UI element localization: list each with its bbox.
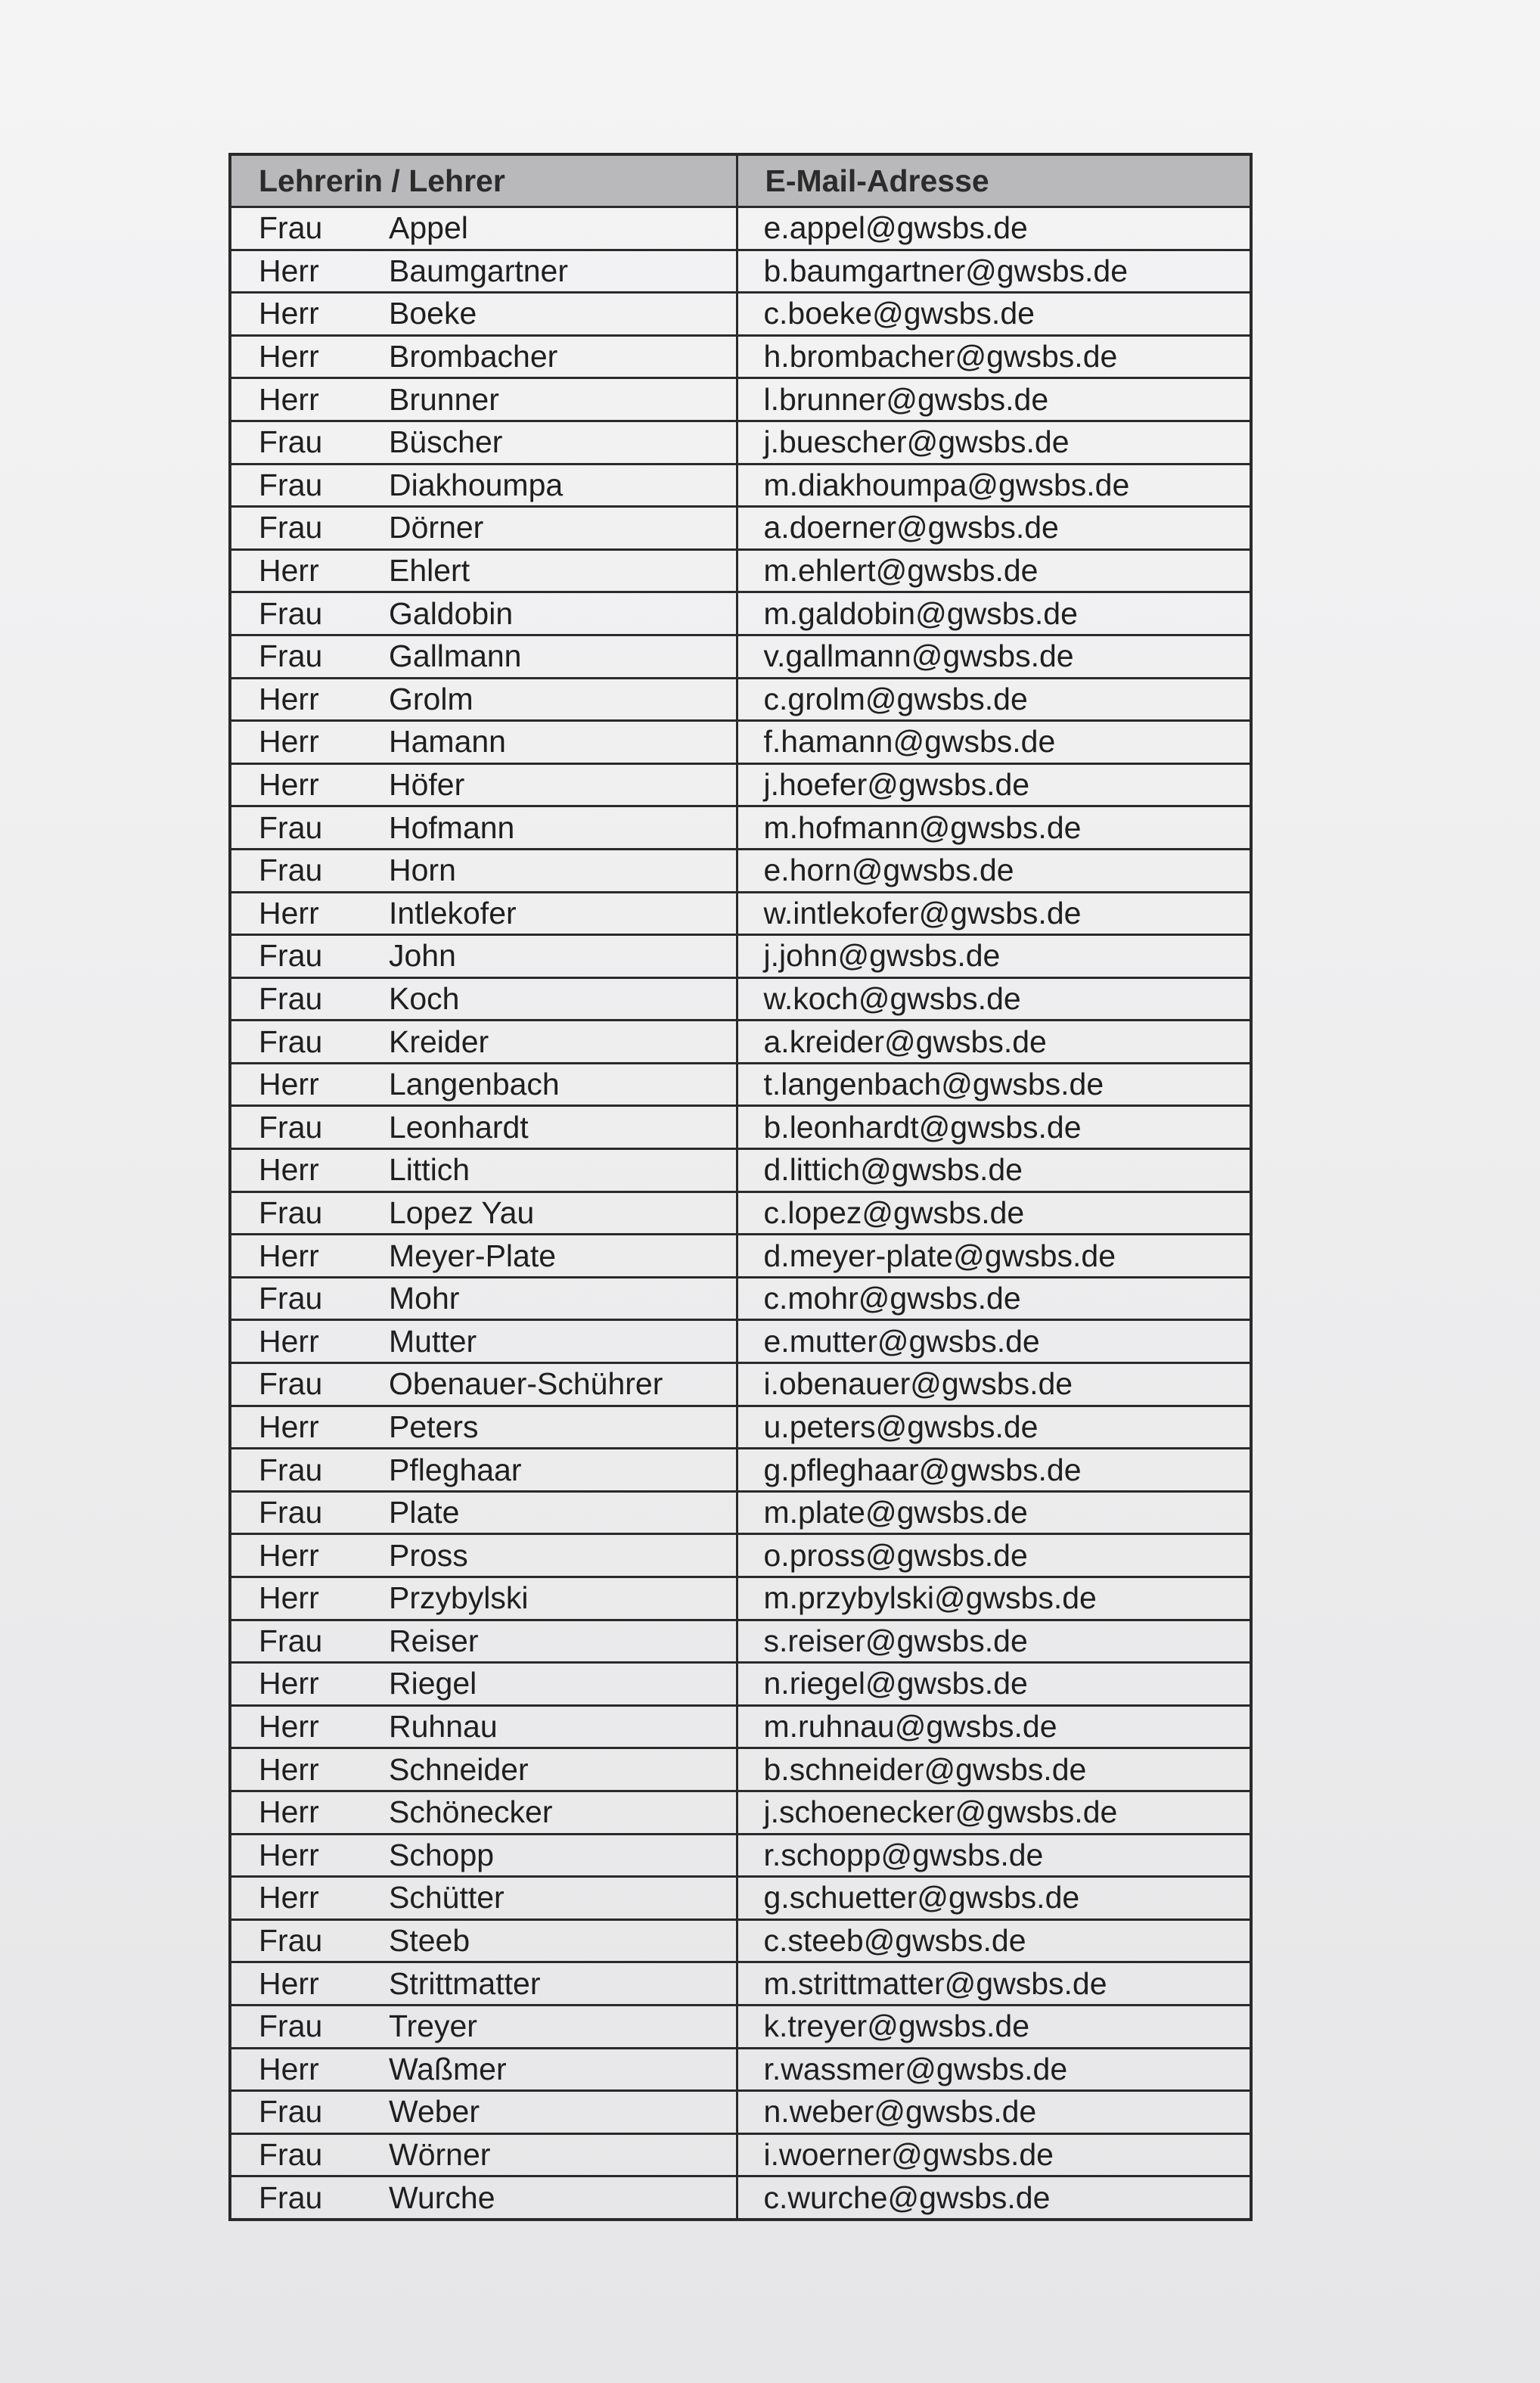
email-address: w.koch@gwsbs.de bbox=[737, 977, 1251, 1021]
email-address: m.ehlert@gwsbs.de bbox=[737, 549, 1251, 592]
salutation: Herr bbox=[259, 1965, 319, 2001]
surname: Grolm bbox=[389, 681, 473, 716]
surname: Boeke bbox=[389, 296, 477, 331]
table-row bbox=[230, 1877, 1251, 1920]
surname: Przybylski bbox=[389, 1580, 529, 1616]
surname: Treyer bbox=[389, 2009, 477, 2044]
salutation: Frau bbox=[259, 1281, 323, 1316]
email-address: j.hoefer@gwsbs.de bbox=[737, 763, 1251, 806]
table-row bbox=[230, 1192, 1251, 1235]
email-address: r.schopp@gwsbs.de bbox=[737, 1834, 1251, 1877]
teacher-cell bbox=[230, 1663, 737, 1706]
email-address: m.strittmatter@gwsbs.de bbox=[737, 1962, 1251, 2006]
salutation: Herr bbox=[259, 1152, 319, 1188]
teacher-cell bbox=[230, 1620, 737, 1663]
teacher-cell bbox=[230, 2048, 737, 2091]
surname: Kreider bbox=[389, 1024, 489, 1059]
surname: Mutter bbox=[389, 1323, 477, 1359]
surname: Galdobin bbox=[389, 595, 514, 631]
teacher-cell bbox=[230, 335, 737, 378]
salutation: Herr bbox=[259, 1537, 319, 1573]
teacher-cell bbox=[230, 293, 737, 336]
surname: Intlekofer bbox=[389, 895, 517, 931]
teacher-cell bbox=[230, 592, 737, 635]
teacher-email-table bbox=[228, 153, 1253, 2221]
salutation: Frau bbox=[259, 595, 323, 631]
table-row bbox=[230, 1705, 1251, 1748]
teacher-cell bbox=[230, 1235, 737, 1278]
surname: Höfer bbox=[389, 767, 465, 803]
table-body bbox=[230, 207, 1251, 2220]
salutation: Herr bbox=[259, 381, 319, 417]
surname: Lopez Yau bbox=[389, 1195, 535, 1230]
email-address: c.steeb@gwsbs.de bbox=[737, 1919, 1251, 1962]
email-address: w.intlekofer@gwsbs.de bbox=[737, 892, 1251, 935]
teacher-cell bbox=[230, 421, 737, 464]
email-address: j.schoenecker@gwsbs.de bbox=[737, 1791, 1251, 1834]
email-address: a.kreider@gwsbs.de bbox=[737, 1021, 1251, 1064]
email-address: j.john@gwsbs.de bbox=[737, 935, 1251, 978]
salutation: Frau bbox=[259, 1109, 323, 1145]
table-row bbox=[230, 1320, 1251, 1363]
teacher-cell bbox=[230, 1791, 737, 1834]
teacher-cell bbox=[230, 1363, 737, 1406]
table-row bbox=[230, 721, 1251, 764]
salutation: Frau bbox=[259, 1495, 323, 1530]
header-email: E-Mail-Adresse bbox=[737, 154, 1251, 207]
email-address: m.ruhnau@gwsbs.de bbox=[737, 1705, 1251, 1748]
salutation: Frau bbox=[259, 1623, 323, 1658]
table-row bbox=[230, 1791, 1251, 1834]
salutation: Herr bbox=[259, 2051, 319, 2086]
teacher-cell bbox=[230, 2091, 737, 2134]
surname: Wörner bbox=[389, 2137, 491, 2173]
email-address: c.boeke@gwsbs.de bbox=[737, 293, 1251, 336]
surname: Pfleghaar bbox=[389, 1452, 522, 1487]
salutation: Frau bbox=[259, 467, 323, 502]
surname: Obenauer-Schührer bbox=[389, 1366, 663, 1402]
teacher-cell bbox=[230, 2005, 737, 2048]
email-address: b.schneider@gwsbs.de bbox=[737, 1748, 1251, 1791]
table-row bbox=[230, 977, 1251, 1021]
surname: Hamann bbox=[389, 724, 506, 760]
surname: John bbox=[389, 938, 456, 974]
salutation: Herr bbox=[259, 1323, 319, 1359]
table-row bbox=[230, 1620, 1251, 1663]
email-address: j.buescher@gwsbs.de bbox=[737, 421, 1251, 464]
salutation: Frau bbox=[259, 1366, 323, 1402]
surname: Langenbach bbox=[389, 1067, 560, 1102]
teacher-cell bbox=[230, 721, 737, 764]
teacher-cell bbox=[230, 849, 737, 892]
salutation: Frau bbox=[259, 638, 323, 674]
surname: Littich bbox=[389, 1152, 470, 1188]
salutation: Frau bbox=[259, 980, 323, 1016]
salutation: Herr bbox=[259, 1880, 319, 1915]
table-row bbox=[230, 1748, 1251, 1791]
salutation: Herr bbox=[259, 724, 319, 760]
teacher-cell bbox=[230, 207, 737, 250]
salutation: Frau bbox=[259, 809, 323, 845]
email-address: m.hofmann@gwsbs.de bbox=[737, 806, 1251, 850]
salutation: Frau bbox=[259, 424, 323, 460]
table-row bbox=[230, 1106, 1251, 1149]
teacher-cell bbox=[230, 378, 737, 421]
salutation: Frau bbox=[259, 853, 323, 888]
teacher-cell bbox=[230, 678, 737, 721]
email-address: m.galdobin@gwsbs.de bbox=[737, 592, 1251, 635]
email-address: r.wassmer@gwsbs.de bbox=[737, 2048, 1251, 2091]
surname: Diakhoumpa bbox=[389, 467, 564, 502]
table-row bbox=[230, 935, 1251, 978]
table-row bbox=[230, 592, 1251, 635]
table-row bbox=[230, 892, 1251, 935]
table-row bbox=[230, 1534, 1251, 1577]
table-row bbox=[230, 1149, 1251, 1192]
email-address: g.pfleghaar@gwsbs.de bbox=[737, 1449, 1251, 1492]
email-address: e.horn@gwsbs.de bbox=[737, 849, 1251, 892]
email-address: t.langenbach@gwsbs.de bbox=[737, 1063, 1251, 1106]
table-row bbox=[230, 2176, 1251, 2220]
surname: Schönecker bbox=[389, 1794, 553, 1830]
teacher-cell bbox=[230, 1705, 737, 1748]
teacher-cell bbox=[230, 1449, 737, 1492]
table-row bbox=[230, 2091, 1251, 2134]
salutation: Herr bbox=[259, 1666, 319, 1701]
salutation: Herr bbox=[259, 1238, 319, 1273]
teacher-cell bbox=[230, 635, 737, 678]
email-address: k.treyer@gwsbs.de bbox=[737, 2005, 1251, 2048]
header-teacher: Lehrerin / Lehrer bbox=[230, 154, 737, 207]
surname: Brunner bbox=[389, 381, 499, 417]
table-row bbox=[230, 1021, 1251, 1064]
surname: Schneider bbox=[389, 1751, 529, 1787]
surname: Waßmer bbox=[389, 2051, 507, 2086]
teacher-cell bbox=[230, 1748, 737, 1791]
surname: Mohr bbox=[389, 1281, 460, 1316]
surname: Koch bbox=[389, 980, 460, 1016]
teacher-cell bbox=[230, 806, 737, 850]
salutation: Herr bbox=[259, 1709, 319, 1745]
salutation: Frau bbox=[259, 2009, 323, 2044]
table-row bbox=[230, 1449, 1251, 1492]
teacher-cell bbox=[230, 1834, 737, 1877]
table-row bbox=[230, 1663, 1251, 1706]
salutation: Herr bbox=[259, 253, 319, 288]
salutation: Frau bbox=[259, 2137, 323, 2173]
table-row bbox=[230, 635, 1251, 678]
table-row bbox=[230, 1834, 1251, 1877]
email-address: e.appel@gwsbs.de bbox=[737, 207, 1251, 250]
teacher-cell bbox=[230, 1106, 737, 1149]
salutation: Herr bbox=[259, 339, 319, 374]
surname: Ehlert bbox=[389, 553, 470, 589]
table-row bbox=[230, 549, 1251, 592]
salutation: Frau bbox=[259, 1195, 323, 1230]
teacher-cell bbox=[230, 977, 737, 1021]
surname: Brombacher bbox=[389, 339, 558, 374]
teacher-cell bbox=[230, 1491, 737, 1534]
email-address: c.grolm@gwsbs.de bbox=[737, 678, 1251, 721]
teacher-cell bbox=[230, 1277, 737, 1320]
surname: Appel bbox=[389, 210, 468, 246]
salutation: Frau bbox=[259, 938, 323, 974]
email-address: d.littich@gwsbs.de bbox=[737, 1149, 1251, 1192]
salutation: Herr bbox=[259, 1409, 319, 1444]
surname: Steeb bbox=[389, 1923, 470, 1959]
teacher-cell bbox=[230, 1406, 737, 1449]
teacher-cell bbox=[230, 1192, 737, 1235]
salutation: Frau bbox=[259, 510, 323, 545]
email-address: d.meyer-plate@gwsbs.de bbox=[737, 1235, 1251, 1278]
email-address: i.woerner@gwsbs.de bbox=[737, 2133, 1251, 2176]
teacher-cell bbox=[230, 892, 737, 935]
table-row bbox=[230, 250, 1251, 293]
table-row bbox=[230, 2048, 1251, 2091]
email-address: o.pross@gwsbs.de bbox=[737, 1534, 1251, 1577]
surname: Weber bbox=[389, 2094, 480, 2130]
table-row bbox=[230, 207, 1251, 250]
teacher-cell bbox=[230, 1577, 737, 1620]
table-row bbox=[230, 1235, 1251, 1278]
salutation: Herr bbox=[259, 1837, 319, 1872]
table-row bbox=[230, 1277, 1251, 1320]
table-row bbox=[230, 849, 1251, 892]
surname: Meyer-Plate bbox=[389, 1238, 557, 1273]
table-row bbox=[230, 1491, 1251, 1534]
table-row bbox=[230, 464, 1251, 507]
email-address: c.wurche@gwsbs.de bbox=[737, 2176, 1251, 2220]
email-address: h.brombacher@gwsbs.de bbox=[737, 335, 1251, 378]
surname: Reiser bbox=[389, 1623, 479, 1658]
salutation: Frau bbox=[259, 1923, 323, 1959]
salutation: Herr bbox=[259, 895, 319, 931]
surname: Ruhnau bbox=[389, 1709, 498, 1745]
email-address: c.lopez@gwsbs.de bbox=[737, 1192, 1251, 1235]
email-address: b.baumgartner@gwsbs.de bbox=[737, 250, 1251, 293]
email-address: b.leonhardt@gwsbs.de bbox=[737, 1106, 1251, 1149]
table-row bbox=[230, 293, 1251, 336]
table-row bbox=[230, 507, 1251, 550]
salutation: Herr bbox=[259, 767, 319, 803]
surname: Plate bbox=[389, 1495, 460, 1530]
table-row bbox=[230, 1363, 1251, 1406]
email-address: m.plate@gwsbs.de bbox=[737, 1491, 1251, 1534]
surname: Büscher bbox=[389, 424, 503, 460]
email-address: m.przybylski@gwsbs.de bbox=[737, 1577, 1251, 1620]
email-address: n.weber@gwsbs.de bbox=[737, 2091, 1251, 2134]
table-row bbox=[230, 1962, 1251, 2006]
table-row bbox=[230, 1406, 1251, 1449]
email-address: e.mutter@gwsbs.de bbox=[737, 1320, 1251, 1363]
surname: Schütter bbox=[389, 1880, 505, 1915]
salutation: Herr bbox=[259, 553, 319, 589]
table-header bbox=[230, 154, 1251, 207]
surname: Dörner bbox=[389, 510, 484, 545]
teacher-cell bbox=[230, 1877, 737, 1920]
teacher-cell bbox=[230, 763, 737, 806]
salutation: Herr bbox=[259, 1067, 319, 1102]
salutation: Herr bbox=[259, 1794, 319, 1830]
table-header-row bbox=[230, 154, 1251, 207]
salutation: Frau bbox=[259, 2094, 323, 2130]
salutation: Frau bbox=[259, 210, 323, 246]
salutation: Frau bbox=[259, 2179, 323, 2215]
salutation: Frau bbox=[259, 1452, 323, 1487]
teacher-cell bbox=[230, 1021, 737, 1064]
surname: Hofmann bbox=[389, 809, 515, 845]
email-address: u.peters@gwsbs.de bbox=[737, 1406, 1251, 1449]
surname: Riegel bbox=[389, 1666, 477, 1701]
email-address: a.doerner@gwsbs.de bbox=[737, 507, 1251, 550]
table-row bbox=[230, 678, 1251, 721]
table-row bbox=[230, 763, 1251, 806]
table-row bbox=[230, 421, 1251, 464]
salutation: Herr bbox=[259, 681, 319, 716]
surname: Horn bbox=[389, 853, 456, 888]
salutation: Herr bbox=[259, 1751, 319, 1787]
surname: Wurche bbox=[389, 2179, 495, 2215]
table-row bbox=[230, 1919, 1251, 1962]
email-address: m.diakhoumpa@gwsbs.de bbox=[737, 464, 1251, 507]
teacher-cell bbox=[230, 2176, 737, 2220]
table-row bbox=[230, 1063, 1251, 1106]
teacher-cell bbox=[230, 549, 737, 592]
salutation: Herr bbox=[259, 296, 319, 331]
teacher-cell bbox=[230, 935, 737, 978]
teacher-cell bbox=[230, 507, 737, 550]
surname: Gallmann bbox=[389, 638, 522, 674]
email-address: i.obenauer@gwsbs.de bbox=[737, 1363, 1251, 1406]
email-address: c.mohr@gwsbs.de bbox=[737, 1277, 1251, 1320]
surname: Baumgartner bbox=[389, 253, 569, 288]
email-address: v.gallmann@gwsbs.de bbox=[737, 635, 1251, 678]
surname: Strittmatter bbox=[389, 1965, 541, 2001]
surname: Pross bbox=[389, 1537, 468, 1573]
surname: Schopp bbox=[389, 1837, 495, 1872]
email-address: g.schuetter@gwsbs.de bbox=[737, 1877, 1251, 1920]
email-address: s.reiser@gwsbs.de bbox=[737, 1620, 1251, 1663]
teacher-cell bbox=[230, 464, 737, 507]
teacher-cell bbox=[230, 250, 737, 293]
salutation: Herr bbox=[259, 1580, 319, 1616]
teacher-cell bbox=[230, 1962, 737, 2006]
table-row bbox=[230, 378, 1251, 421]
table-row bbox=[230, 1577, 1251, 1620]
table-row bbox=[230, 2133, 1251, 2176]
surname: Peters bbox=[389, 1409, 479, 1444]
table-row bbox=[230, 335, 1251, 378]
teacher-cell bbox=[230, 1919, 737, 1962]
table-row bbox=[230, 2005, 1251, 2048]
teacher-cell bbox=[230, 2133, 737, 2176]
email-address: l.brunner@gwsbs.de bbox=[737, 378, 1251, 421]
table-row bbox=[230, 806, 1251, 850]
surname: Leonhardt bbox=[389, 1109, 529, 1145]
email-address: f.hamann@gwsbs.de bbox=[737, 721, 1251, 764]
teacher-cell bbox=[230, 1063, 737, 1106]
teacher-cell bbox=[230, 1149, 737, 1192]
salutation: Frau bbox=[259, 1024, 323, 1059]
teacher-cell bbox=[230, 1320, 737, 1363]
email-address: n.riegel@gwsbs.de bbox=[737, 1663, 1251, 1706]
teacher-cell bbox=[230, 1534, 737, 1577]
